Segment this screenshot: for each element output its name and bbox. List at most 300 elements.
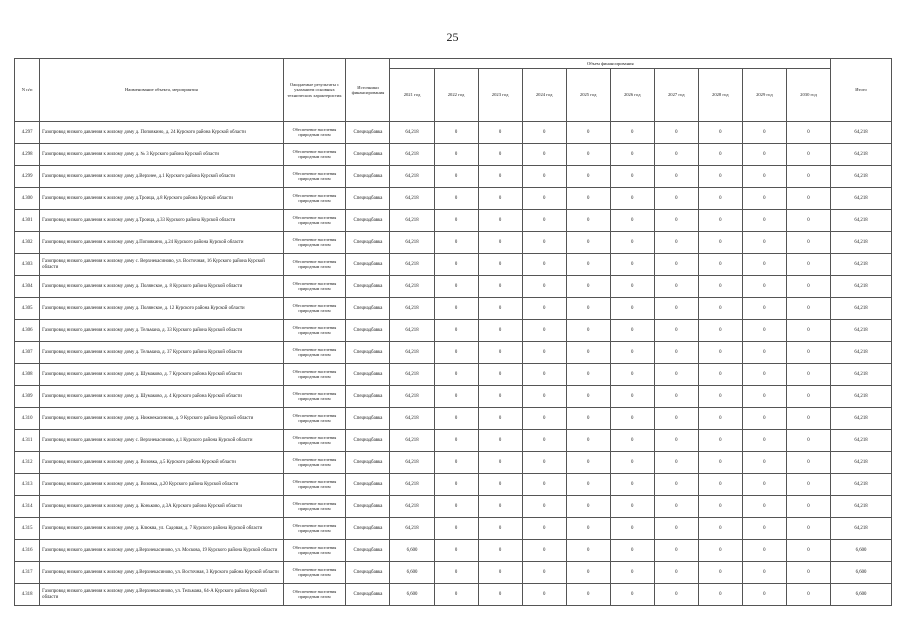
row-total: 64,218	[831, 298, 892, 320]
year-value: 0	[786, 144, 830, 166]
table-body	[15, 122, 892, 606]
year-value: 0	[654, 518, 698, 540]
row-total: 64,218	[831, 276, 892, 298]
year-value: 0	[566, 474, 610, 496]
funding-source: Спецнадбавка	[346, 562, 390, 584]
row-number: 4.299	[15, 166, 40, 188]
expected-result: Обеспечение населения природным газом	[283, 452, 346, 474]
year-value: 0	[522, 474, 566, 496]
year-value: 64,218	[390, 452, 434, 474]
year-value: 0	[478, 386, 522, 408]
year-value: 0	[742, 364, 786, 386]
year-value: 0	[522, 254, 566, 276]
year-value: 0	[610, 254, 654, 276]
object-name: Газопровод низкого давления к жилому дому д. Тельмана, д. 33 Курского района Курской области	[40, 320, 283, 342]
year-value: 0	[698, 276, 742, 298]
object-name: Газопровод низкого давления к жилому дому с. Верхнекасиново, ул. Восточная, 16 Курского района Курской области	[40, 254, 283, 276]
year-value: 0	[522, 276, 566, 298]
year-value: 64,218	[390, 320, 434, 342]
table-row	[15, 298, 892, 320]
year-value: 6,600	[390, 562, 434, 584]
year-value: 0	[434, 254, 478, 276]
row-total: 6,600	[831, 540, 892, 562]
year-value: 0	[786, 430, 830, 452]
expected-result: Обеспечение населения природным газом	[283, 254, 346, 276]
year-value: 0	[434, 144, 478, 166]
year-value: 0	[522, 452, 566, 474]
year-value: 0	[522, 584, 566, 606]
object-name: Газопровод низкого давления к жилому дому д. Шумаково, д. 4 Курского района Курской области	[40, 386, 283, 408]
expected-result: Обеспечение населения природным газом	[283, 584, 346, 606]
header-year: 2030 год	[786, 69, 830, 122]
year-value: 0	[742, 452, 786, 474]
year-value: 0	[566, 210, 610, 232]
year-value: 6,600	[390, 540, 434, 562]
year-value: 6,600	[390, 584, 434, 606]
year-value: 0	[610, 562, 654, 584]
year-value: 0	[478, 342, 522, 364]
year-value: 0	[610, 540, 654, 562]
year-value: 0	[786, 584, 830, 606]
year-value: 0	[566, 166, 610, 188]
year-value: 0	[610, 210, 654, 232]
year-value: 64,218	[390, 474, 434, 496]
year-value: 64,218	[390, 364, 434, 386]
year-value: 0	[786, 474, 830, 496]
header-total: Итого	[831, 59, 892, 122]
expected-result: Обеспечение населения природным газом	[283, 122, 346, 144]
expected-result: Обеспечение населения природным газом	[283, 166, 346, 188]
year-value: 0	[434, 320, 478, 342]
page-number: 25	[446, 30, 459, 44]
year-value: 0	[566, 496, 610, 518]
year-value: 64,218	[390, 122, 434, 144]
year-value: 0	[478, 408, 522, 430]
year-value: 0	[610, 122, 654, 144]
object-name: Газопровод низкого давления к жилому дому д. Коньково, д.3А Курского района Курской области	[40, 496, 283, 518]
year-value: 0	[478, 254, 522, 276]
year-value: 0	[698, 254, 742, 276]
row-number: 4.307	[15, 342, 40, 364]
year-value: 0	[742, 232, 786, 254]
year-value: 0	[434, 364, 478, 386]
year-value: 0	[522, 364, 566, 386]
funding-source: Спецнадбавка	[346, 298, 390, 320]
year-value: 64,218	[390, 298, 434, 320]
year-value: 0	[610, 232, 654, 254]
funding-source: Спецнадбавка	[346, 386, 390, 408]
year-value: 0	[654, 562, 698, 584]
row-number: 4.315	[15, 518, 40, 540]
row-total: 64,218	[831, 430, 892, 452]
year-value: 0	[434, 232, 478, 254]
year-value: 0	[786, 232, 830, 254]
year-value: 64,218	[390, 232, 434, 254]
year-value: 0	[654, 496, 698, 518]
year-value: 0	[610, 276, 654, 298]
object-name: Газопровод низкого давления к жилому дому д. Шумаково, д. 7 Курского района Курской области	[40, 364, 283, 386]
header-year: 2026 год	[610, 69, 654, 122]
row-total: 64,218	[831, 254, 892, 276]
table-row	[15, 276, 892, 298]
row-number: 4.312	[15, 452, 40, 474]
year-value: 0	[434, 122, 478, 144]
year-value: 0	[654, 210, 698, 232]
funding-source: Спецнадбавка	[346, 232, 390, 254]
expected-result: Обеспечение населения природным газом	[283, 188, 346, 210]
table-row	[15, 210, 892, 232]
year-value: 0	[566, 584, 610, 606]
table-row	[15, 320, 892, 342]
year-value: 0	[566, 408, 610, 430]
year-value: 0	[654, 364, 698, 386]
year-value: 0	[566, 452, 610, 474]
year-value: 0	[654, 342, 698, 364]
funding-source: Спецнадбавка	[346, 320, 390, 342]
year-value: 0	[566, 254, 610, 276]
year-value: 0	[654, 540, 698, 562]
year-value: 0	[478, 298, 522, 320]
row-total: 64,218	[831, 188, 892, 210]
row-number: 4.302	[15, 232, 40, 254]
year-value: 0	[610, 496, 654, 518]
header-year: 2028 год	[698, 69, 742, 122]
funding-source: Спецнадбавка	[346, 408, 390, 430]
year-value: 0	[566, 122, 610, 144]
year-value: 0	[698, 166, 742, 188]
row-number: 4.310	[15, 408, 40, 430]
year-value: 64,218	[390, 210, 434, 232]
row-total: 64,218	[831, 122, 892, 144]
year-value: 0	[522, 496, 566, 518]
row-total: 64,218	[831, 496, 892, 518]
funding-source: Спецнадбавка	[346, 452, 390, 474]
year-value: 0	[742, 386, 786, 408]
header-funding-group: Объем финансирования	[390, 59, 831, 69]
object-name: Газопровод низкого давления к жилому дому д.Поповкино, д.24 Курского района Курской области	[40, 232, 283, 254]
year-value: 0	[434, 210, 478, 232]
row-number: 4.304	[15, 276, 40, 298]
row-number: 4.318	[15, 584, 40, 606]
year-value: 0	[742, 518, 786, 540]
object-name: Газопровод низкого давления к жилому дому д. Возовка, д.20 Курского района Курской области	[40, 474, 283, 496]
year-value: 0	[478, 474, 522, 496]
object-name: Газопровод низкого давления к жилому дому д.Троица, д.33 Курского района Курской области	[40, 210, 283, 232]
year-value: 0	[478, 518, 522, 540]
year-value: 0	[478, 188, 522, 210]
row-number: 4.311	[15, 430, 40, 452]
year-value: 0	[698, 584, 742, 606]
row-number: 4.298	[15, 144, 40, 166]
year-value: 0	[742, 166, 786, 188]
header-year: 2023 год	[478, 69, 522, 122]
year-value: 0	[566, 232, 610, 254]
expected-result: Обеспечение населения природным газом	[283, 386, 346, 408]
object-name: Газопровод низкого давления к жилому дому д. Полянское, д. 12 Курского района Курской области	[40, 298, 283, 320]
year-value: 0	[786, 496, 830, 518]
year-value: 0	[742, 496, 786, 518]
row-total: 64,218	[831, 364, 892, 386]
funding-source: Спецнадбавка	[346, 364, 390, 386]
row-total: 64,218	[831, 408, 892, 430]
year-value: 0	[786, 518, 830, 540]
year-value: 0	[566, 364, 610, 386]
expected-result: Обеспечение населения природным газом	[283, 320, 346, 342]
year-value: 64,218	[390, 144, 434, 166]
year-value: 0	[434, 166, 478, 188]
year-value: 0	[434, 562, 478, 584]
year-value: 0	[654, 408, 698, 430]
object-name: Газопровод низкого давления к жилому дому д. Нижнекасиново, д. 9 Курского района Курской области	[40, 408, 283, 430]
year-value: 0	[566, 386, 610, 408]
year-value: 0	[478, 210, 522, 232]
table-row	[15, 342, 892, 364]
expected-result: Обеспечение населения природным газом	[283, 364, 346, 386]
year-value: 0	[434, 518, 478, 540]
year-value: 64,218	[390, 166, 434, 188]
year-value: 64,218	[390, 276, 434, 298]
year-value: 0	[742, 540, 786, 562]
year-value: 0	[786, 188, 830, 210]
year-value: 0	[434, 452, 478, 474]
table-row	[15, 122, 892, 144]
year-value: 0	[610, 518, 654, 540]
table-row	[15, 188, 892, 210]
year-value: 0	[654, 122, 698, 144]
row-total: 64,218	[831, 518, 892, 540]
object-name: Газопровод низкого давления к жилому дому д. Поповкино, д. 24 Курского района Курской области	[40, 122, 283, 144]
year-value: 0	[698, 562, 742, 584]
row-number: 4.314	[15, 496, 40, 518]
year-value: 0	[786, 364, 830, 386]
row-total: 64,218	[831, 144, 892, 166]
year-value: 0	[522, 408, 566, 430]
year-value: 0	[610, 342, 654, 364]
table-row	[15, 144, 892, 166]
year-value: 0	[522, 188, 566, 210]
year-value: 0	[478, 144, 522, 166]
row-total: 64,218	[831, 166, 892, 188]
row-total: 64,218	[831, 232, 892, 254]
header-year: 2025 год	[566, 69, 610, 122]
year-value: 0	[610, 386, 654, 408]
object-name: Газопровод низкого давления к жилому дому д.Верхнекасиново, ул. Москова, 19 Курского района Курской области	[40, 540, 283, 562]
funding-source: Спецнадбавка	[346, 474, 390, 496]
year-value: 0	[478, 122, 522, 144]
year-value: 0	[478, 452, 522, 474]
row-total: 64,218	[831, 320, 892, 342]
year-value: 0	[654, 188, 698, 210]
table-row	[15, 584, 892, 606]
row-number: 4.317	[15, 562, 40, 584]
year-value: 0	[786, 408, 830, 430]
year-value: 0	[522, 144, 566, 166]
year-value: 0	[698, 364, 742, 386]
year-value: 0	[434, 276, 478, 298]
header-year: 2022 год	[434, 69, 478, 122]
expected-result: Обеспечение населения природным газом	[283, 144, 346, 166]
year-value: 0	[654, 276, 698, 298]
year-value: 0	[522, 166, 566, 188]
funding-source: Спецнадбавка	[346, 188, 390, 210]
year-value: 0	[610, 452, 654, 474]
object-name: Газопровод низкого давления к жилому дому д.Верхнее, д.1 Курского района Курской области	[40, 166, 283, 188]
year-value: 0	[478, 584, 522, 606]
funding-source: Спецнадбавка	[346, 496, 390, 518]
funding-source: Спецнадбавка	[346, 276, 390, 298]
funding-source: Спецнадбавка	[346, 144, 390, 166]
header-year: 2029 год	[742, 69, 786, 122]
row-total: 64,218	[831, 386, 892, 408]
year-value: 0	[698, 188, 742, 210]
year-value: 0	[698, 386, 742, 408]
table-row	[15, 364, 892, 386]
year-value: 0	[742, 584, 786, 606]
year-value: 0	[478, 166, 522, 188]
year-value: 0	[610, 430, 654, 452]
year-value: 0	[610, 474, 654, 496]
year-value: 0	[698, 342, 742, 364]
year-value: 0	[654, 144, 698, 166]
row-total: 6,600	[831, 562, 892, 584]
year-value: 0	[654, 232, 698, 254]
year-value: 0	[566, 540, 610, 562]
year-value: 0	[434, 188, 478, 210]
row-total: 64,218	[831, 452, 892, 474]
year-value: 0	[698, 540, 742, 562]
year-value: 0	[786, 320, 830, 342]
year-value: 0	[742, 122, 786, 144]
year-value: 64,218	[390, 496, 434, 518]
year-value: 0	[742, 430, 786, 452]
year-value: 0	[478, 430, 522, 452]
table-row	[15, 540, 892, 562]
year-value: 0	[786, 298, 830, 320]
table-row	[15, 562, 892, 584]
row-number: 4.308	[15, 364, 40, 386]
year-value: 0	[654, 166, 698, 188]
year-value: 0	[434, 386, 478, 408]
year-value: 0	[742, 276, 786, 298]
row-number: 4.306	[15, 320, 40, 342]
header-num: N п/п	[15, 59, 40, 122]
year-value: 0	[522, 232, 566, 254]
row-total: 6,600	[831, 584, 892, 606]
year-value: 0	[478, 276, 522, 298]
year-value: 0	[522, 320, 566, 342]
year-value: 0	[742, 210, 786, 232]
header-year: 2027 год	[654, 69, 698, 122]
year-value: 0	[698, 496, 742, 518]
year-value: 64,218	[390, 386, 434, 408]
year-value: 0	[698, 518, 742, 540]
funding-source: Спецнадбавка	[346, 584, 390, 606]
year-value: 0	[522, 430, 566, 452]
table-row	[15, 430, 892, 452]
row-number: 4.297	[15, 122, 40, 144]
year-value: 64,218	[390, 188, 434, 210]
header-purpose: Ожидаемые результаты с указанием основных технических характеристик	[283, 59, 346, 122]
year-value: 0	[742, 342, 786, 364]
header-name: Наименование объекта, мероприятия	[40, 59, 283, 122]
object-name: Газопровод низкого давления к жилому дому с. Верхнекасиново, д.1 Курского района Курской области	[40, 430, 283, 452]
object-name: Газопровод низкого давления к жилому дому д. Клюква, ул. Садовая, д. 7 Курского района Курской области	[40, 518, 283, 540]
year-value: 0	[522, 386, 566, 408]
expected-result: Обеспечение населения природным газом	[283, 540, 346, 562]
year-value: 0	[566, 144, 610, 166]
expected-result: Обеспечение населения природным газом	[283, 298, 346, 320]
year-value: 0	[522, 342, 566, 364]
year-value: 0	[478, 562, 522, 584]
year-value: 0	[566, 320, 610, 342]
year-value: 0	[698, 122, 742, 144]
year-value: 0	[478, 320, 522, 342]
year-value: 0	[698, 210, 742, 232]
year-value: 0	[522, 122, 566, 144]
year-value: 0	[566, 430, 610, 452]
year-value: 0	[434, 430, 478, 452]
year-value: 64,218	[390, 518, 434, 540]
year-value: 0	[522, 210, 566, 232]
year-value: 0	[786, 210, 830, 232]
year-value: 0	[522, 562, 566, 584]
year-value: 0	[698, 474, 742, 496]
header-row-1	[15, 59, 892, 69]
expected-result: Обеспечение населения природным газом	[283, 496, 346, 518]
year-value: 0	[522, 298, 566, 320]
table-row	[15, 518, 892, 540]
year-value: 0	[610, 188, 654, 210]
table-row	[15, 496, 892, 518]
funding-source: Спецнадбавка	[346, 518, 390, 540]
year-value: 0	[566, 342, 610, 364]
row-total: 64,218	[831, 474, 892, 496]
table-row	[15, 408, 892, 430]
investment-program-table	[14, 58, 892, 606]
row-number: 4.313	[15, 474, 40, 496]
funding-source: Спецнадбавка	[346, 430, 390, 452]
year-value: 0	[698, 452, 742, 474]
year-value: 0	[566, 298, 610, 320]
year-value: 0	[698, 430, 742, 452]
funding-source: Спецнадбавка	[346, 210, 390, 232]
expected-result: Обеспечение населения природным газом	[283, 232, 346, 254]
funding-source: Спецнадбавка	[346, 342, 390, 364]
year-value: 0	[654, 430, 698, 452]
year-value: 0	[434, 474, 478, 496]
year-value: 0	[566, 518, 610, 540]
year-value: 0	[654, 254, 698, 276]
year-value: 0	[610, 584, 654, 606]
year-value: 64,218	[390, 342, 434, 364]
table-row	[15, 232, 892, 254]
year-value: 0	[434, 342, 478, 364]
expected-result: Обеспечение населения природным газом	[283, 408, 346, 430]
funding-source: Спецнадбавка	[346, 122, 390, 144]
object-name: Газопровод низкого давления к жилому дому д. Возовка, д.5 Курского района Курской области	[40, 452, 283, 474]
year-value: 0	[654, 320, 698, 342]
year-value: 0	[786, 122, 830, 144]
expected-result: Обеспечение населения природным газом	[283, 518, 346, 540]
row-number: 4.300	[15, 188, 40, 210]
table-row	[15, 254, 892, 276]
year-value: 0	[698, 144, 742, 166]
year-value: 0	[610, 298, 654, 320]
header-year: 2021 год	[390, 69, 434, 122]
year-value: 0	[742, 298, 786, 320]
year-value: 0	[522, 518, 566, 540]
year-value: 64,218	[390, 430, 434, 452]
